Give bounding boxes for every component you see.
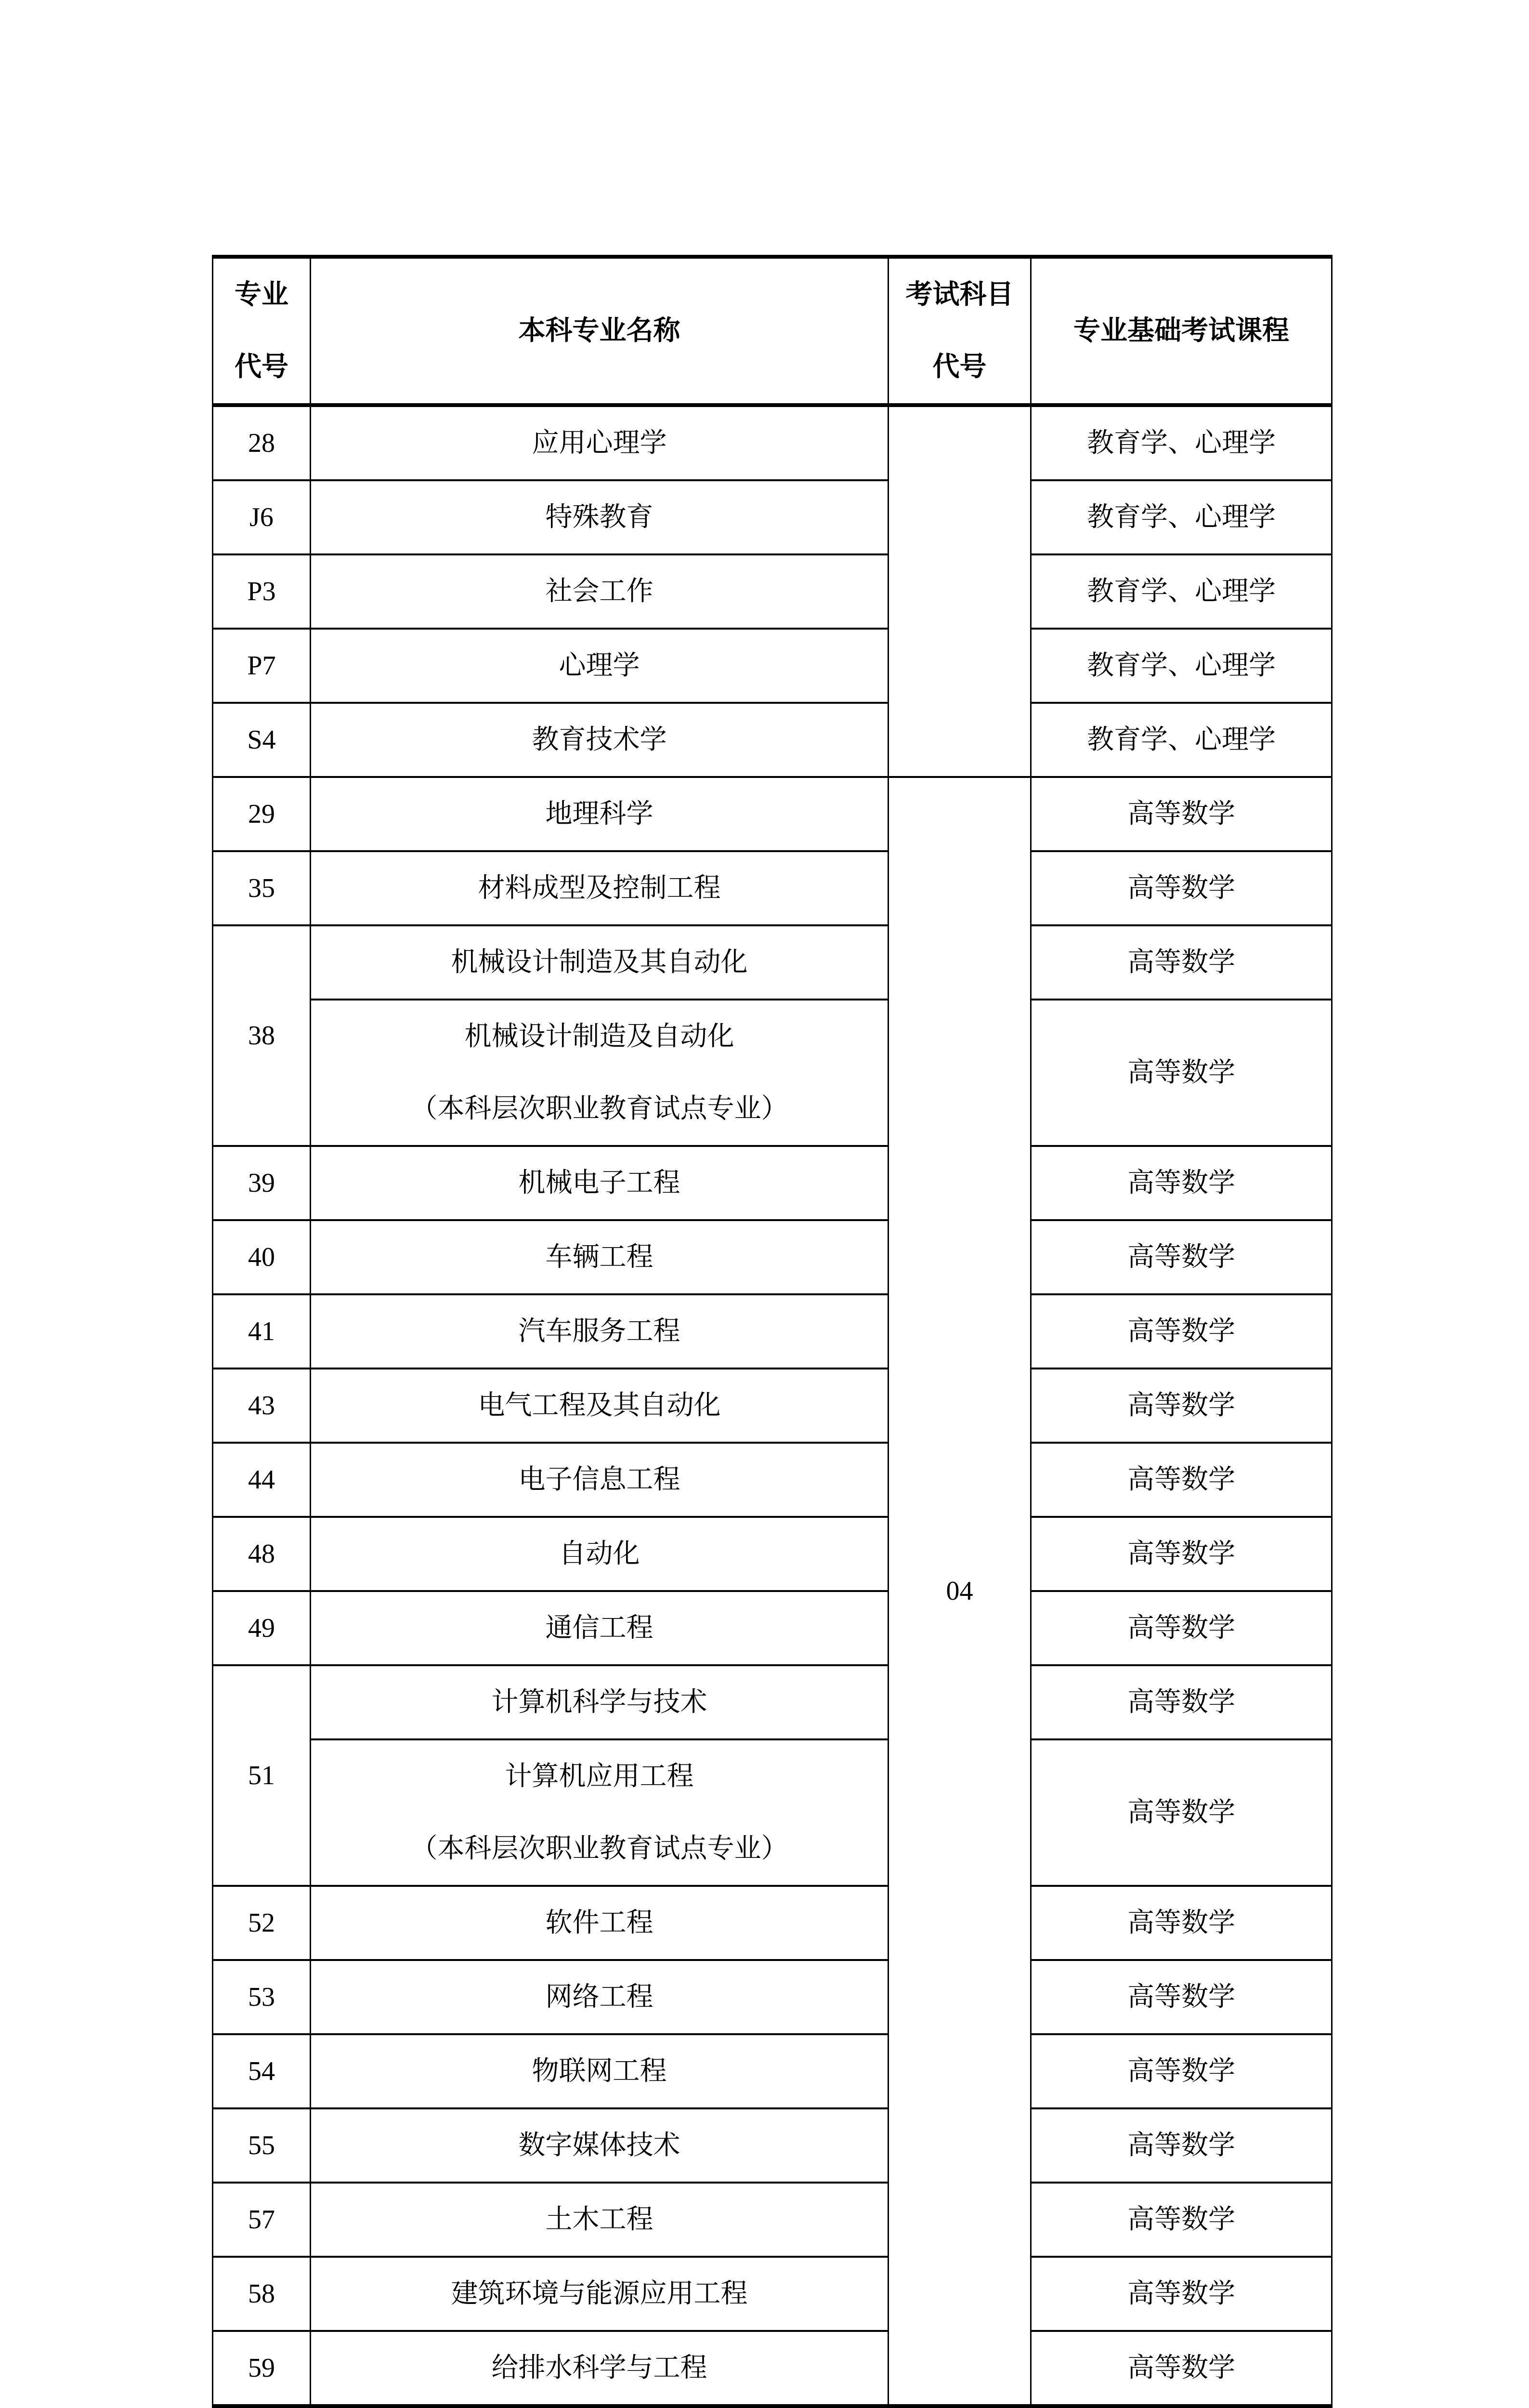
table-row	[213, 2331, 1332, 2406]
exam-course-cell: 高等数学	[1031, 1220, 1332, 1294]
exam-course-cell: 高等数学	[1031, 851, 1332, 925]
exam-subject-code-cell: 04	[889, 777, 1031, 2406]
major-name-cell	[311, 1000, 889, 1146]
major-name-cell: 心理学	[311, 629, 889, 703]
major-code-cell: 49	[213, 1591, 311, 1665]
exam-course-cell: 高等数学	[1031, 2108, 1332, 2183]
major-code-cell: P7	[213, 629, 311, 703]
major-name-cell: 教育技术学	[311, 703, 889, 777]
exam-course-cell: 教育学、心理学	[1031, 629, 1332, 703]
majors-exam-table	[212, 255, 1333, 2408]
major-name-cell: 汽车服务工程	[311, 1294, 889, 1368]
major-name-cell	[311, 1739, 889, 1886]
major-code-cell: 38	[213, 925, 311, 1146]
table-row	[213, 1294, 1332, 1368]
major-name-cell: 材料成型及控制工程	[311, 851, 889, 925]
major-code-cell: P3	[213, 554, 311, 629]
exam-course-cell: 高等数学	[1031, 2257, 1332, 2331]
major-name-cell: 建筑环境与能源应用工程	[311, 2257, 889, 2331]
table-header-row	[213, 257, 1332, 405]
exam-course-cell: 高等数学	[1031, 1886, 1332, 1960]
table-row	[213, 1517, 1332, 1591]
table-row	[213, 2183, 1332, 2257]
major-name-line2: （本科层次职业教育试点专业）	[410, 1094, 788, 1124]
major-code-cell: 39	[213, 1146, 311, 1220]
major-code-cell: S4	[213, 703, 311, 777]
major-code-cell: 59	[213, 2331, 311, 2406]
header-exam-subject-code	[889, 257, 1031, 405]
exam-course-cell: 教育学、心理学	[1031, 703, 1332, 777]
table-row	[213, 1368, 1332, 1443]
major-name-cell: 机械设计制造及其自动化	[311, 925, 889, 1000]
exam-course-cell: 高等数学	[1031, 2331, 1332, 2406]
major-name-cell: 土木工程	[311, 2183, 889, 2257]
major-code-cell: 48	[213, 1517, 311, 1591]
major-name-cell: 软件工程	[311, 1886, 889, 1960]
table-row	[213, 1220, 1332, 1294]
table-row	[213, 1886, 1332, 1960]
exam-course-cell: 高等数学	[1031, 1443, 1332, 1517]
exam-course-cell: 高等数学	[1031, 1591, 1332, 1665]
major-name-cell: 社会工作	[311, 554, 889, 629]
major-name-cell: 通信工程	[311, 1591, 889, 1665]
major-code-cell: 51	[213, 1665, 311, 1886]
major-code-cell: 29	[213, 777, 311, 851]
exam-course-cell: 高等数学	[1031, 925, 1332, 1000]
major-name-cell: 数字媒体技术	[311, 2108, 889, 2183]
major-name-line2: （本科层次职业教育试点专业）	[410, 1834, 788, 1864]
table-row	[213, 2034, 1332, 2108]
table-row	[213, 1960, 1332, 2034]
table-row	[213, 480, 1332, 554]
table-row	[213, 777, 1332, 851]
table-row	[213, 554, 1332, 629]
exam-course-cell: 高等数学	[1031, 2183, 1332, 2257]
major-code-cell: 54	[213, 2034, 311, 2108]
exam-course-cell: 高等数学	[1031, 2034, 1332, 2108]
exam-course-cell: 高等数学	[1031, 1960, 1332, 2034]
table-row	[213, 1591, 1332, 1665]
major-code-cell: 57	[213, 2183, 311, 2257]
exam-course-cell: 高等数学	[1031, 1146, 1332, 1220]
table-row	[213, 2108, 1332, 2183]
exam-course-cell: 高等数学	[1031, 1665, 1332, 1739]
table-row	[213, 1739, 1332, 1886]
major-name-cell: 给排水科学与工程	[311, 2331, 889, 2406]
major-code-cell: 52	[213, 1886, 311, 1960]
exam-course-cell: 教育学、心理学	[1031, 405, 1332, 480]
exam-course-cell: 教育学、心理学	[1031, 554, 1332, 629]
major-code-cell: 55	[213, 2108, 311, 2183]
major-code-cell: 35	[213, 851, 311, 925]
header-exam-subject-code-line2: 代号	[932, 352, 987, 382]
major-code-cell: 53	[213, 1960, 311, 2034]
major-code-cell: 40	[213, 1220, 311, 1294]
major-name-cell: 物联网工程	[311, 2034, 889, 2108]
exam-course-cell: 高等数学	[1031, 1739, 1332, 1886]
major-name-cell: 机械电子工程	[311, 1146, 889, 1220]
exam-subject-code-cell	[889, 405, 1031, 777]
major-code-cell: 44	[213, 1443, 311, 1517]
table-row	[213, 1443, 1332, 1517]
table-row	[213, 1000, 1332, 1146]
exam-course-cell: 高等数学	[1031, 777, 1332, 851]
table-row	[213, 1665, 1332, 1739]
table-row	[213, 925, 1332, 1000]
major-name-cell: 地理科学	[311, 777, 889, 851]
major-name-cell: 特殊教育	[311, 480, 889, 554]
major-name-line1: 计算机应用工程	[505, 1762, 694, 1791]
major-code-cell: 58	[213, 2257, 311, 2331]
table-row	[213, 851, 1332, 925]
major-code-cell: J6	[213, 480, 311, 554]
major-name-cell: 网络工程	[311, 1960, 889, 2034]
header-major-code	[213, 257, 311, 405]
major-name-cell: 车辆工程	[311, 1220, 889, 1294]
exam-course-cell: 高等数学	[1031, 1517, 1332, 1591]
exam-course-cell: 教育学、心理学	[1031, 480, 1332, 554]
table-row	[213, 703, 1332, 777]
table-row	[213, 2257, 1332, 2331]
major-name-cell: 计算机科学与技术	[311, 1665, 889, 1739]
major-code-cell: 41	[213, 1294, 311, 1368]
header-major-name: 本科专业名称	[311, 257, 889, 405]
table-row	[213, 1146, 1332, 1220]
major-name-cell: 电气工程及其自动化	[311, 1368, 889, 1443]
header-exam-subject-code-line1: 考试科目	[905, 280, 1014, 310]
major-code-cell: 43	[213, 1368, 311, 1443]
major-name-cell: 自动化	[311, 1517, 889, 1591]
exam-course-cell: 高等数学	[1031, 1000, 1332, 1146]
header-basic-exam-course: 专业基础考试课程	[1031, 257, 1332, 405]
header-major-code-line2: 代号	[235, 352, 288, 382]
exam-course-cell: 高等数学	[1031, 1368, 1332, 1443]
table-row	[213, 405, 1332, 480]
major-name-line1: 机械设计制造及自动化	[464, 1022, 734, 1052]
major-name-cell: 电子信息工程	[311, 1443, 889, 1517]
major-name-cell: 应用心理学	[311, 405, 889, 480]
major-code-cell: 28	[213, 405, 311, 480]
table-row	[213, 629, 1332, 703]
exam-course-cell: 高等数学	[1031, 1294, 1332, 1368]
header-major-code-line1: 专业	[235, 280, 288, 310]
